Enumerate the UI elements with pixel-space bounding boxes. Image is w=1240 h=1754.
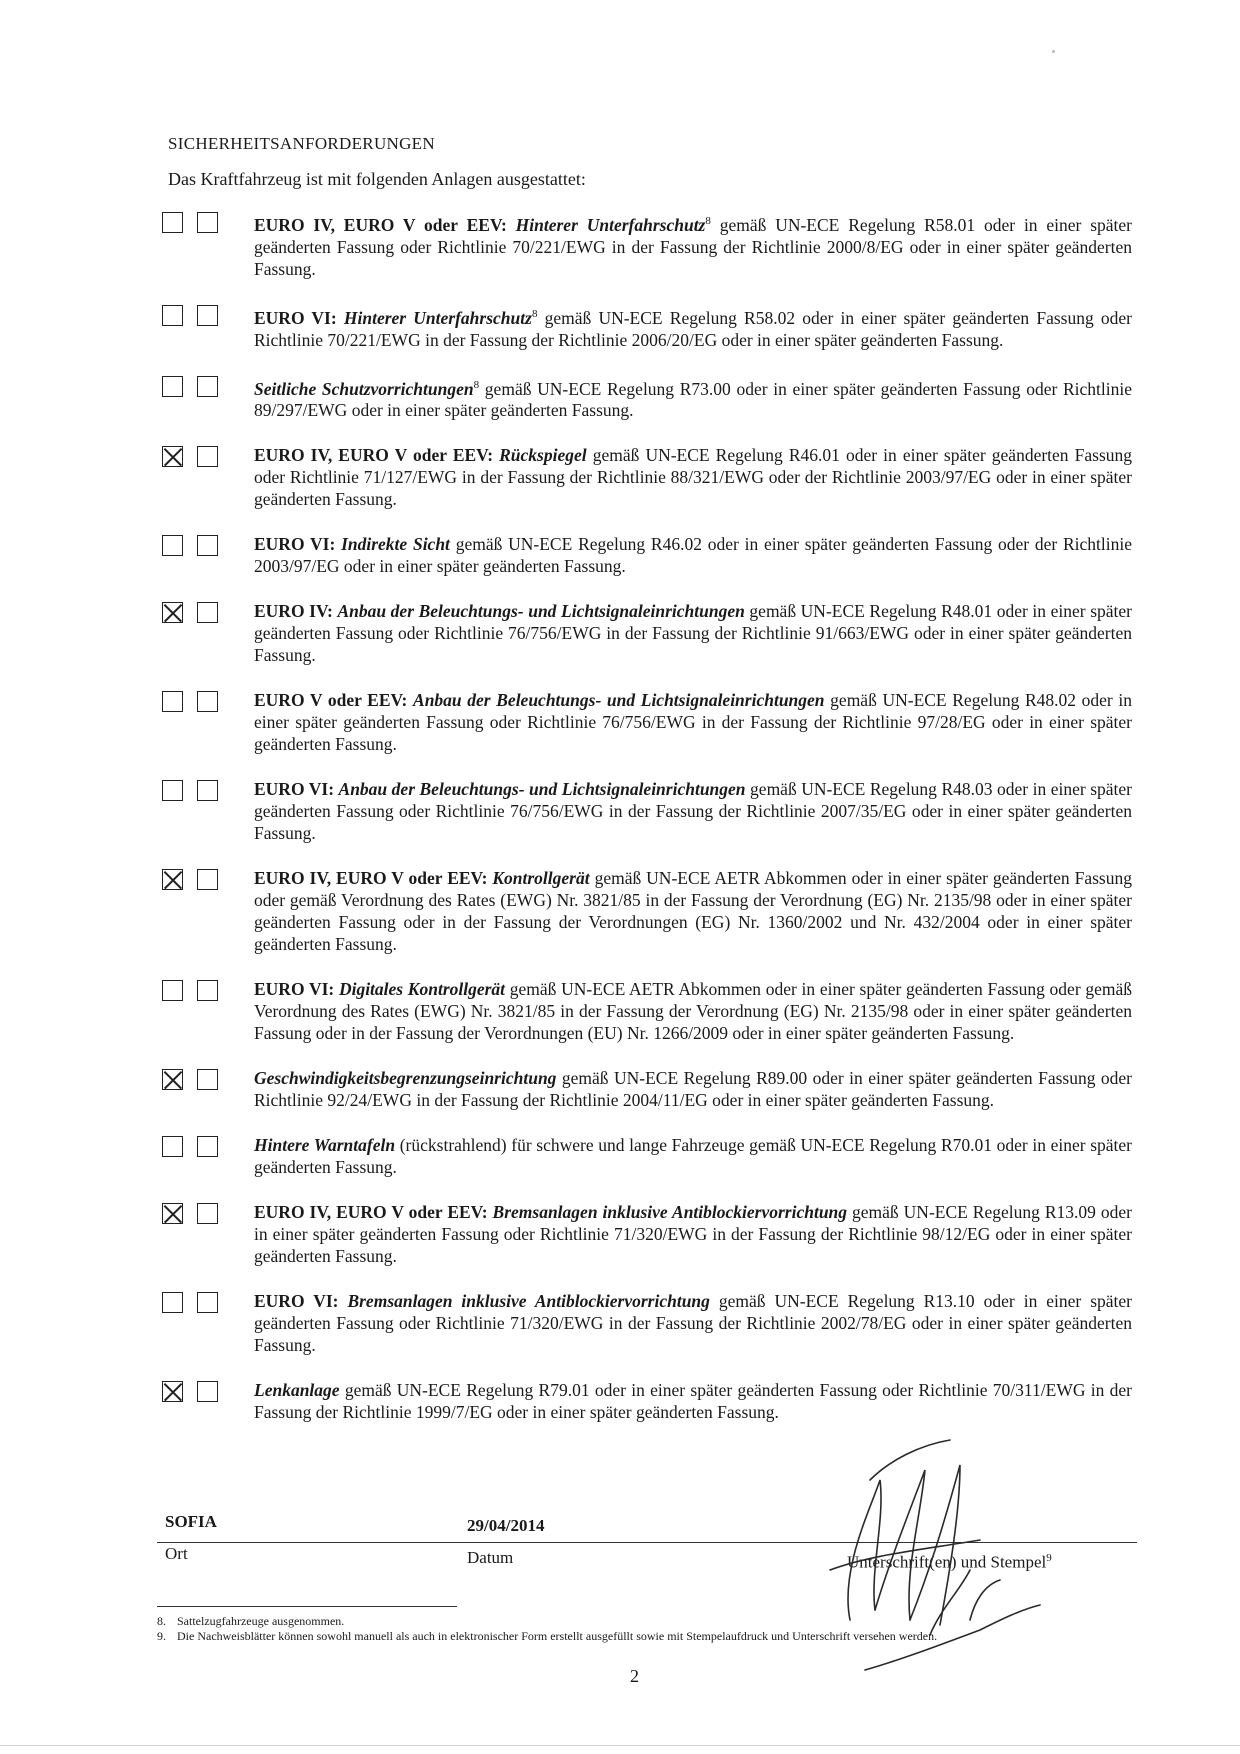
checklist-item bbox=[162, 1290, 1132, 1356]
item-body: gemäß UN-ECE Regelung R48.01 oder in einer später geänderten Fassung oder Richtlinie 76/756/EWG in der Fassung der Richtlinie 91/663/EWG oder in einer später geänderten Fassung. bbox=[254, 601, 1132, 666]
item-text bbox=[254, 867, 1132, 955]
checkbox-second[interactable] bbox=[197, 1292, 218, 1313]
checkbox-first[interactable] bbox=[162, 1136, 183, 1157]
page-number: 2 bbox=[630, 1666, 639, 1686]
item-lead: EURO VI: bbox=[254, 1291, 348, 1312]
item-title: Rückspiegel bbox=[499, 445, 587, 466]
checkbox-second[interactable] bbox=[197, 1381, 218, 1402]
checkbox-second[interactable] bbox=[197, 376, 218, 397]
checkbox-pair bbox=[162, 689, 254, 712]
checkbox-pair bbox=[162, 533, 254, 556]
item-title: Anbau der Beleuchtungs- und Lichtsignaleinrichtungen bbox=[337, 601, 745, 622]
checkbox-first[interactable] bbox=[162, 1381, 183, 1402]
item-lead: EURO VI: bbox=[254, 534, 342, 555]
item-body: gemäß UN-ECE AETR Abkommen oder in einer später geänderten Fassung oder gemäß Verordnung des Rates (EWG) Nr. 3821/85 in der Fassung der Verordnung (EG) Nr. 2135/98 oder in einer später geänderten Fassung oder in der Fassung der Verordnungen (EU) Nr. 1266/2009 oder in einer später geänderten Fassung. bbox=[254, 979, 1132, 1044]
checkbox-pair bbox=[162, 600, 254, 623]
item-lead: EURO IV, EURO V oder EEV: bbox=[254, 445, 500, 466]
item-body: (rückstrahlend) für schwere und lange Fahrzeuge gemäß UN-ECE Regelung R70.01 oder in einer später geänderten Fassung. bbox=[254, 1135, 1132, 1178]
checkbox-second[interactable] bbox=[197, 212, 218, 233]
item-lead: EURO VI: bbox=[254, 307, 344, 328]
checkbox-pair bbox=[162, 210, 254, 233]
checkbox-first[interactable] bbox=[162, 535, 183, 556]
item-title: Hintere Warntafeln bbox=[254, 1135, 396, 1156]
item-lead: EURO VI: bbox=[254, 779, 339, 800]
checkbox-second[interactable] bbox=[197, 446, 218, 467]
item-text bbox=[254, 1201, 1132, 1267]
checkbox-second[interactable] bbox=[197, 535, 218, 556]
checklist-item bbox=[162, 444, 1132, 510]
checkbox-first[interactable] bbox=[162, 305, 183, 326]
footnote-rule bbox=[157, 1606, 457, 1607]
checkbox-first[interactable] bbox=[162, 1203, 183, 1224]
item-body: gemäß UN-ECE AETR Abkommen oder in einer später geänderten Fassung oder gemäß Verordnung des Rates (EWG) Nr. 3821/85 in der Fassung der Verordnung (EG) Nr. 2135/98 oder in einer später geänderten Fassung oder in der Fassung der Verordnungen (EG) Nr. 1360/2002 und Nr. 432/2004 oder in einer später geänderten Fassung. bbox=[254, 868, 1132, 955]
checklist-item bbox=[162, 533, 1132, 577]
footnote-ref: 8 bbox=[705, 215, 711, 227]
item-body: gemäß UN-ECE Regelung R48.02 oder in einer später geänderten Fassung oder Richtlinie 76/756/EWG in der Fassung der Richtlinie 97/28/EG oder in einer später geänderten Fassung. bbox=[254, 690, 1132, 755]
scan-speck bbox=[1052, 50, 1055, 53]
item-lead: EURO IV, EURO V oder EEV: bbox=[254, 1202, 493, 1223]
item-title: Seitliche Schutzvorrichtungen bbox=[254, 378, 474, 399]
place-value: SOFIA bbox=[165, 1512, 217, 1531]
footnote-ref: 8 bbox=[473, 378, 480, 391]
checkbox-first[interactable] bbox=[162, 212, 183, 233]
checkbox-second[interactable] bbox=[197, 1069, 218, 1090]
checkbox-pair bbox=[162, 1201, 254, 1224]
checkbox-first[interactable] bbox=[162, 376, 183, 397]
item-body: gemäß UN-ECE Regelung R89.00 oder in einer später geänderten Fassung oder Richtlinie 92/24/EWG in der Fassung der Richtlinie 2004/11/EG oder in einer später geänderten Fassung. bbox=[254, 1068, 1132, 1111]
checkbox-pair bbox=[162, 444, 254, 467]
item-text bbox=[254, 210, 1132, 280]
checkbox-first[interactable] bbox=[162, 980, 183, 1001]
item-body: gemäß UN-ECE Regelung R58.02 oder in einer später geänderten Fassung oder Richtlinie 70/221/EWG in der Fassung der Richtlinie 2006/20/EG oder in einer später geänderten Fassung. bbox=[254, 307, 1132, 350]
checkbox-first[interactable] bbox=[162, 869, 183, 890]
item-title: Anbau der Beleuchtungs- und Lichtsignaleinrichtungen bbox=[413, 690, 825, 711]
item-lead: EURO IV, EURO V oder EEV: bbox=[254, 214, 516, 235]
equipment-list bbox=[162, 210, 1132, 1446]
checkbox-second[interactable] bbox=[197, 980, 218, 1001]
item-text bbox=[254, 1067, 1132, 1111]
checklist-item bbox=[162, 1134, 1132, 1178]
item-body: gemäß UN-ECE Regelung R13.09 oder in einer später geänderten Fassung oder Richtlinie 71/320/EWG in der Fassung der Richtlinie 98/12/EG oder in einer später geänderten Fassung. bbox=[254, 1202, 1132, 1267]
checkbox-first[interactable] bbox=[162, 602, 183, 623]
item-text bbox=[254, 978, 1132, 1044]
checkbox-first[interactable] bbox=[162, 1069, 183, 1090]
date-label: Datum bbox=[467, 1548, 514, 1567]
item-body: gemäß UN-ECE Regelung R46.01 oder in einer später geänderten Fassung oder Richtlinie 71/127/EWG in der Fassung der Richtlinie 88/321/EWG oder der Richtlinie 2003/97/EG oder in einer später geänderten Fassung. bbox=[254, 445, 1132, 510]
footnote-number: 9. bbox=[157, 1629, 166, 1643]
item-text bbox=[254, 444, 1132, 510]
checkbox-first[interactable] bbox=[162, 1292, 183, 1313]
item-lead: EURO IV: bbox=[254, 601, 338, 622]
checklist-item bbox=[162, 689, 1132, 755]
item-body: gemäß UN-ECE Regelung R46.02 oder in einer später geänderten Fassung oder der Richtlinie 2003/97/EG oder in einer später geänderten Fassung. bbox=[254, 534, 1132, 577]
checklist-item bbox=[162, 374, 1132, 422]
checkbox-pair bbox=[162, 1290, 254, 1313]
item-text bbox=[254, 778, 1132, 844]
item-title: Kontrollgerät bbox=[492, 868, 590, 889]
footnote-text: Die Nachweisblätter können sowohl manuell als auch in elektronischer Form erstellt ausgefüllt sowie mit Stempelaufdruck und Unterschrift versehen werden. bbox=[177, 1629, 938, 1643]
intro-text: Das Kraftfahrzeug ist mit folgenden Anlagen ausgestattet: bbox=[168, 169, 586, 189]
item-text bbox=[254, 600, 1132, 666]
footnotes bbox=[157, 1614, 1127, 1644]
checkbox-first[interactable] bbox=[162, 780, 183, 801]
footnote-ref: 8 bbox=[531, 307, 538, 320]
checklist-item bbox=[162, 978, 1132, 1044]
checkbox-pair bbox=[162, 867, 254, 890]
checkbox-second[interactable] bbox=[197, 305, 218, 326]
place-label: Ort bbox=[165, 1544, 188, 1563]
checkbox-first[interactable] bbox=[162, 446, 183, 467]
checkbox-pair bbox=[162, 303, 254, 326]
item-title: Indirekte Sicht bbox=[341, 534, 450, 555]
item-text bbox=[254, 689, 1132, 755]
checklist-item bbox=[162, 210, 1132, 280]
date-value: 29/04/2014 bbox=[467, 1516, 545, 1535]
checklist-item bbox=[162, 778, 1132, 844]
item-text bbox=[254, 1290, 1132, 1356]
item-text bbox=[254, 1134, 1132, 1178]
item-body: gemäß UN-ECE Regelung R58.01 oder in einer später geänderten Fassung oder Richtlinie 70/221/EWG in der Fassung der Richtlinie 2000/8/EG oder in einer später geänderten Fassung. bbox=[254, 214, 1132, 279]
checklist-item bbox=[162, 600, 1132, 666]
item-text bbox=[254, 303, 1132, 351]
checkbox-pair bbox=[162, 778, 254, 801]
item-body: gemäß UN-ECE Regelung R13.10 oder in einer später geänderten Fassung oder Richtlinie 71/320/EWG in der Fassung der Richtlinie 2002/78/EG oder in einer später geänderten Fassung. bbox=[254, 1291, 1132, 1356]
checkbox-second[interactable] bbox=[197, 1203, 218, 1224]
item-lead: EURO V oder EEV: bbox=[254, 690, 414, 711]
footnote-text: Sattelzugfahrzeuge ausgenommen. bbox=[177, 1614, 345, 1628]
item-body: gemäß UN-ECE Regelung R79.01 oder in einer später geänderten Fassung oder Richtlinie 70/311/EWG in der Fassung der Richtlinie 1999/7/EG oder in einer später geänderten Fassung. bbox=[254, 1380, 1132, 1423]
item-title: Hinterer Unterfahrschutz bbox=[343, 307, 532, 328]
item-lead: EURO IV, EURO V oder EEV: bbox=[254, 868, 493, 889]
checkbox-pair bbox=[162, 1379, 254, 1402]
item-lead: EURO VI: bbox=[254, 979, 339, 1000]
signature-label: Unterschrift(en) und Stempel$^9$ bbox=[847, 1552, 1052, 1572]
item-text bbox=[254, 374, 1132, 422]
item-body: gemäß UN-ECE Regelung R48.03 oder in einer später geänderten Fassung oder Richtlinie 76/756/EWG in der Fassung der Richtlinie 2007/35/EG oder in einer später geänderten Fassung. bbox=[254, 779, 1132, 844]
checklist-item bbox=[162, 1201, 1132, 1267]
footnote-number: 8. bbox=[157, 1614, 166, 1628]
checkbox-second[interactable] bbox=[197, 691, 218, 712]
checkbox-pair bbox=[162, 1134, 254, 1157]
checkbox-second[interactable] bbox=[197, 602, 218, 623]
item-title: Bremsanlagen inklusive Antiblockiervorrichtung bbox=[347, 1291, 710, 1312]
checkbox-first[interactable] bbox=[162, 691, 183, 712]
checkbox-second[interactable] bbox=[197, 869, 218, 890]
checkbox-second[interactable] bbox=[197, 780, 218, 801]
checklist-item bbox=[162, 1067, 1132, 1111]
checkbox-pair bbox=[162, 1067, 254, 1090]
item-title: Hinterer Unterfahrschutz bbox=[515, 214, 706, 235]
item-title: Bremsanlagen inklusive Antiblockiervorrichtung bbox=[492, 1202, 848, 1223]
item-title: Lenkanlage bbox=[254, 1380, 340, 1401]
item-body: gemäß UN-ECE Regelung R73.00 oder in einer später geänderten Fassung oder Richtlinie 89/297/EWG oder in einer später geänderten Fassung. bbox=[254, 378, 1132, 421]
footnote bbox=[157, 1629, 1127, 1644]
footnote bbox=[157, 1614, 1127, 1629]
item-text bbox=[254, 533, 1132, 577]
checklist-item bbox=[162, 867, 1132, 955]
checkbox-second[interactable] bbox=[197, 1136, 218, 1157]
bottom-edge bbox=[0, 1745, 1240, 1746]
checkbox-pair bbox=[162, 978, 254, 1001]
item-title: Anbau der Beleuchtungs- und Lichtsignaleinrichtungen bbox=[338, 779, 746, 800]
checklist-item bbox=[162, 303, 1132, 351]
item-title: Digitales Kontrollgerät bbox=[338, 979, 506, 1000]
section-heading: SICHERHEITSANFORDERUNGEN bbox=[168, 134, 435, 153]
checkbox-pair bbox=[162, 374, 254, 397]
item-title: Geschwindigkeitsbegrenzungseinrichtung bbox=[254, 1068, 557, 1089]
